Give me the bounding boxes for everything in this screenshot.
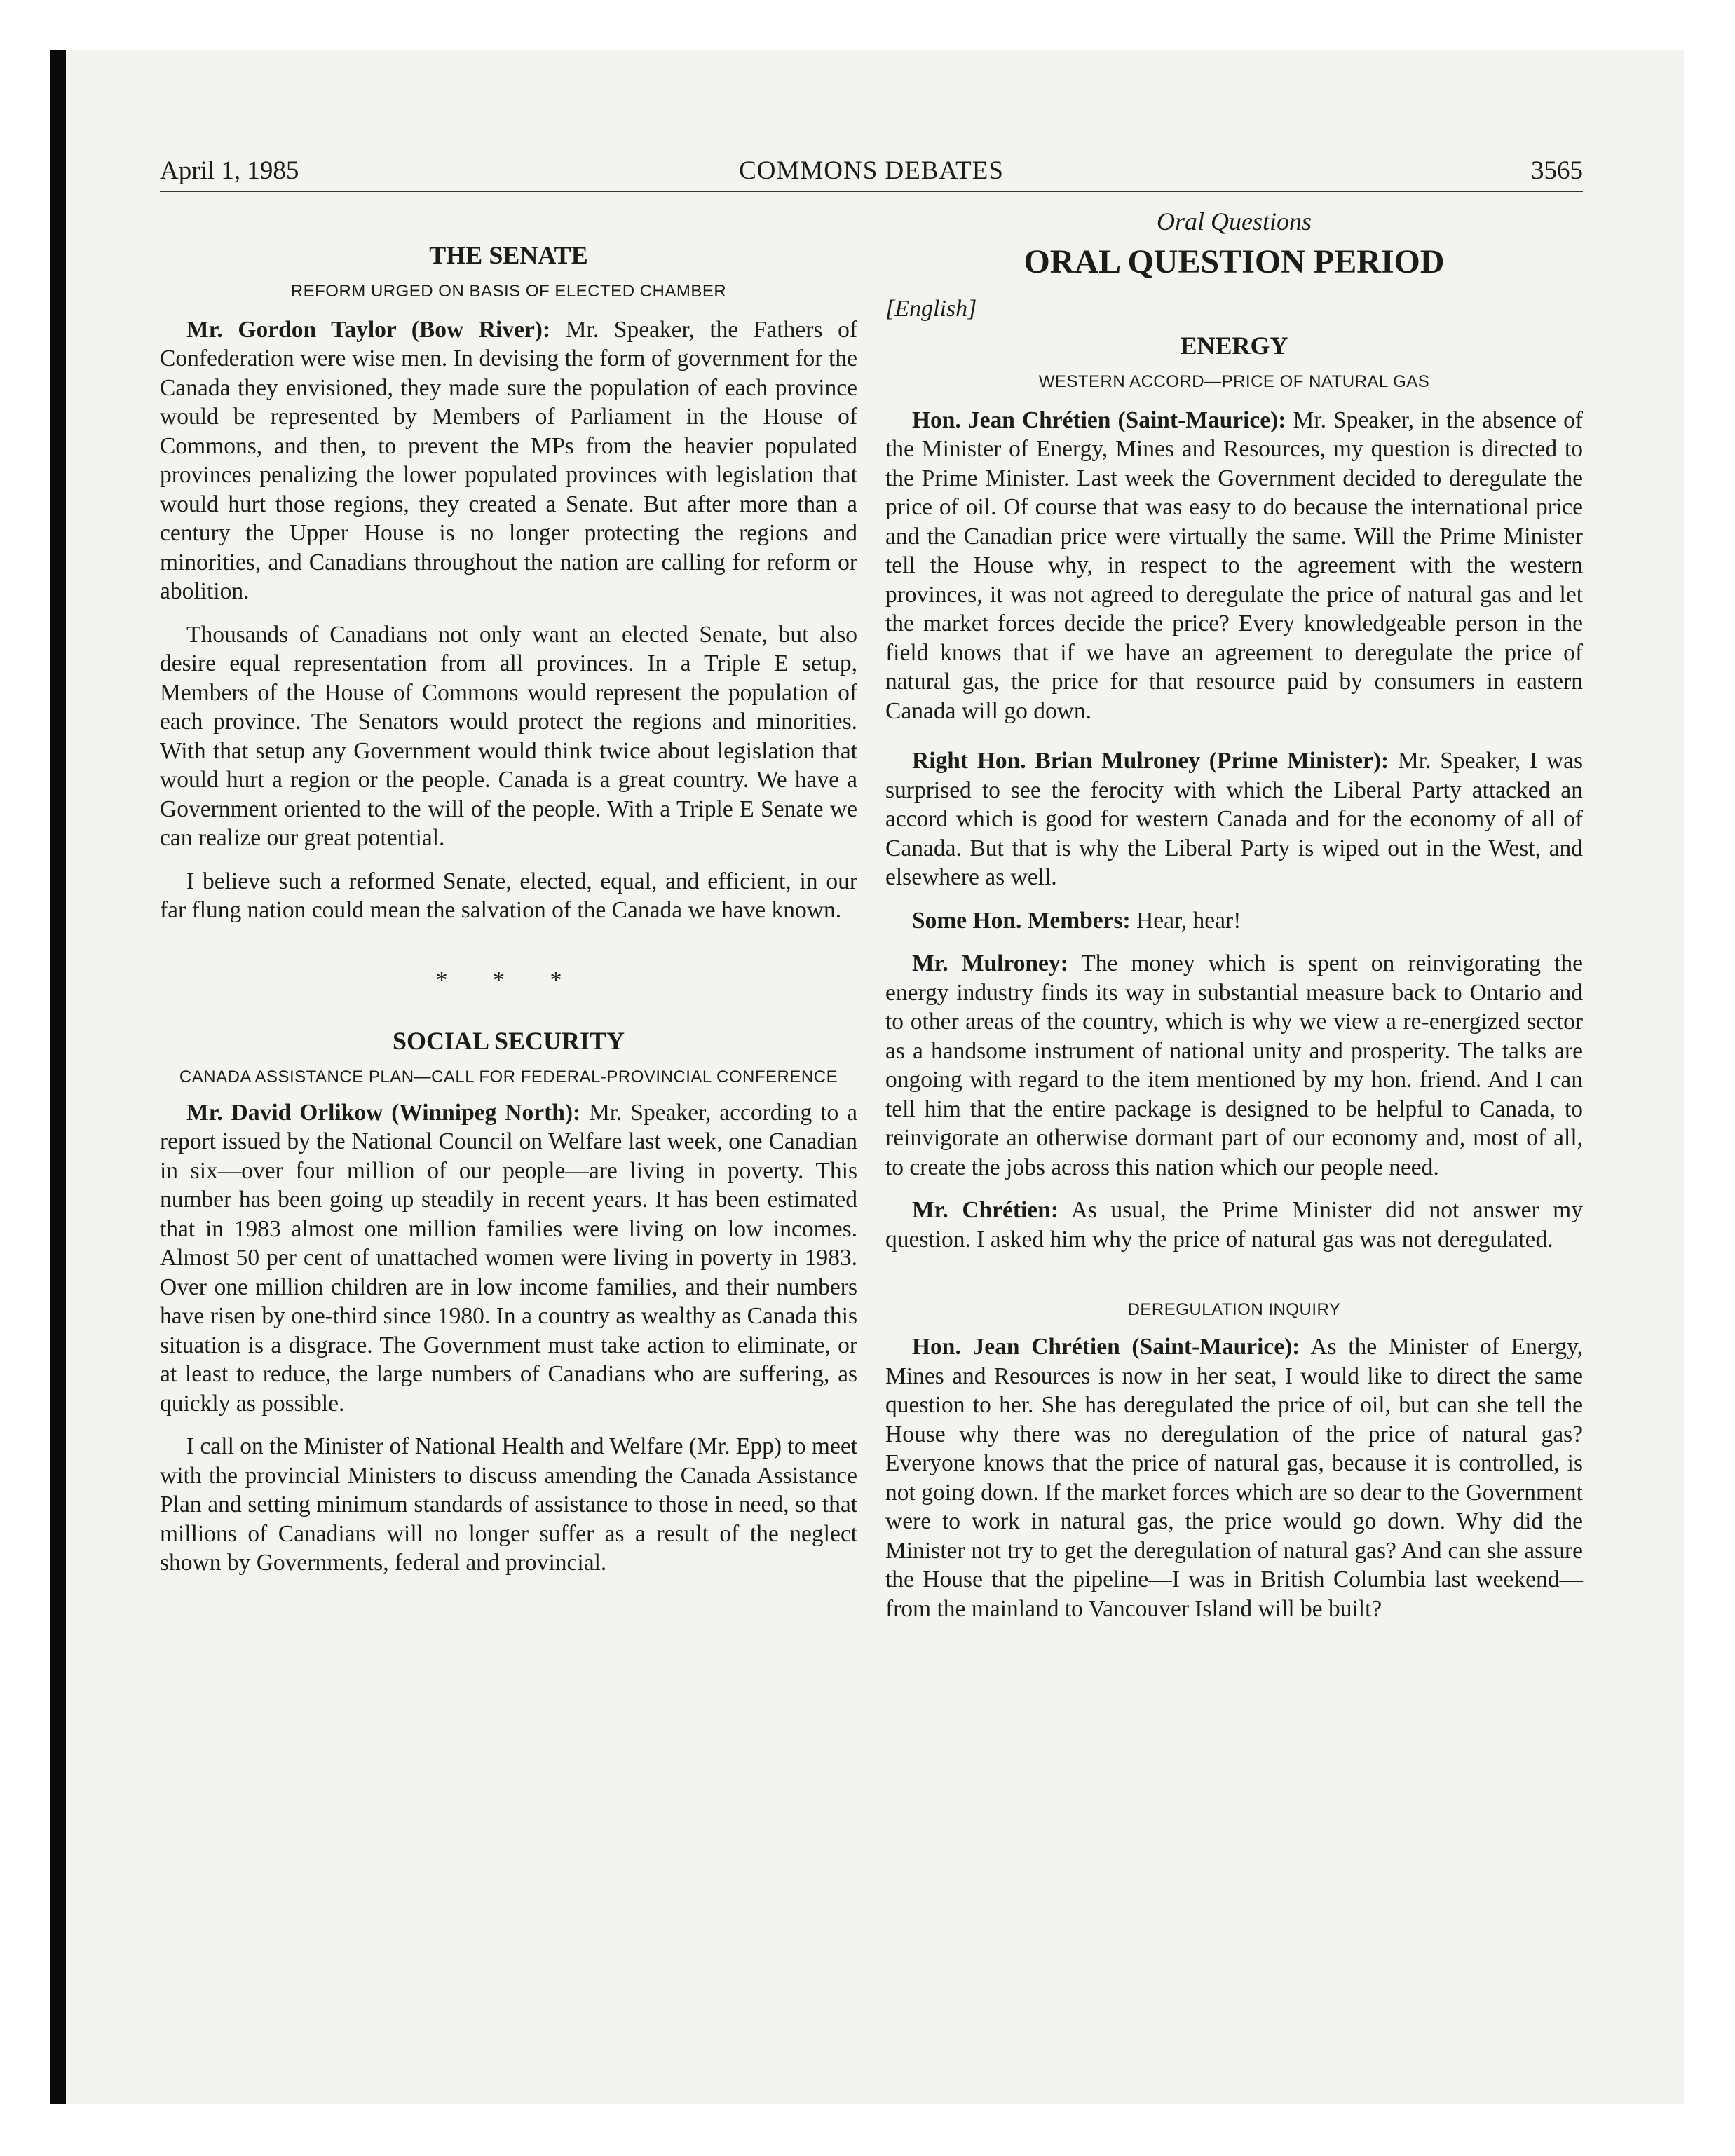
senate-title: THE SENATE <box>429 241 588 269</box>
senate-paragraph-3: I believe such a reformed Senate, elected, equal, and efficient, in our far flung nation could mean the salvation of the Canada we have known. <box>160 868 857 923</box>
deregulation-paragraph: Hon. Jean Chrétien (Saint-Maurice): As the Minister of Energy, Mines and Resources is now in her seat, I would like to direct the same question to her. She has deregulated the price of oil, but can she tell the House why there was no deregulation of the price of natural gas? Everyone knows that the price of natural gas, because it is controlled, is not going down. If the market forces which are so dear to the Government were to work in natural gas, the price would go down. Why did the Minister not try to get the deregulation of natural gas? And can she assure the House that the pipeline—I was in British Columbia last weekend—from the mainland to Vancouver Island will be built? <box>885 1334 1583 1622</box>
energy-title: ENERGY <box>1180 332 1288 360</box>
header-date: April 1, 1985 <box>160 156 299 185</box>
energy-paragraph-4: Mr. Mulroney: The money which is spent on reinvigorating the energy industry finds its way in substantial measure back to Ontario and to other areas of the country, which is why we view a re-energized sector as a handsome instrument of national unity and prosperity. The talks are ongoing with regard to the item mentioned by my hon. friend. And I can tell him that the entire package is designed to be helpful to Canada, to reinvigorate an otherwise dormant part of our economy and, most of all, to create the jobs across this nation which our people need. <box>885 950 1584 1180</box>
social-security-paragraph-2: I call on the Minister of National Health and Welfare (Mr. Epp) to meet with the provincial Ministers to discuss amending the Canada Assistance Plan and setting minimum standards of assistance to those in need, so that millions of Canadians will no longer suffer as a result of the neglect shown by Governments, federal and provincial. <box>160 1433 857 1576</box>
header-publication: COMMONS DEBATES <box>739 156 1004 185</box>
speaker-chretien: Hon. Jean Chrétien (Saint-Maurice): <box>912 407 1286 433</box>
speaker-mulroney: Right Hon. Brian Mulroney (Prime Minister): <box>912 748 1389 774</box>
header-page-number: 3565 <box>1531 156 1583 185</box>
page-header <box>160 156 1583 192</box>
left-column <box>160 207 857 1592</box>
scan-binding-edge <box>50 50 66 2104</box>
energy-paragraph-2: Right Hon. Brian Mulroney (Prime Minister): Mr. Speaker, I was surprised to see the ferocity with which the Liberal Party attacked an accord which is good for western Canada and for the economy of all of Canada. But that is why the Liberal Party is wiped out in the West, and elsewhere as well. <box>885 748 1584 890</box>
oral-question-period-title: ORAL QUESTION PERIOD <box>1023 243 1445 280</box>
right-column <box>885 207 1583 1637</box>
energy-paragraph-5: Mr. Chrétien: As usual, the Prime Minister did not answer my question. I asked him why the price of natural gas was not deregulated. <box>885 1197 1583 1253</box>
social-security-subtitle: CANADA ASSISTANCE PLAN—CALL FOR FEDERAL-PROVINCIAL CONFERENCE <box>179 1067 838 1086</box>
speaker-members: Some Hon. Members: <box>912 907 1131 934</box>
social-security-paragraph-1: Mr. David Orlikow (Winnipeg North): Mr. Speaker, according to a report issued by the National Council on Welfare last week, one Canadian in six—over four million of our people—are living in poverty. This number has been going up steadily in recent years. It has been estimated that in 1983 almost one million families were living on low incomes. Almost 50 per cent of unattached women were living in poverty in 1983. Over one million children are in low income families, and their numbers have risen by one-third since 1980. In a country as wealthy as Canada this situation is a disgrace. The Government must take action to eliminate, or at least to reduce, the large numbers of Canadians who are suffering, as quickly as possible. <box>160 1099 857 1417</box>
deregulation-subtitle: DEREGULATION INQUIRY <box>1127 1300 1341 1319</box>
social-security-title: SOCIAL SECURITY <box>392 1027 625 1055</box>
energy-paragraph-3: Some Hon. Members: Hear, hear! <box>912 907 1241 934</box>
speaker-mulroney-short: Mr. Mulroney: <box>912 950 1068 976</box>
energy-paragraph-1: Hon. Jean Chrétien (Saint-Maurice): Mr. Speaker, in the absence of the Minister of Energy, Mines and Resources, my question is directed to the Prime Minister. Last week the Government decided to deregulate the price of oil. Of course that was easy to do because the international price and the Canadian price were virtually the same. Will the Prime Minister tell the House why, in respect to the agreement with the western provinces, it was not agreed to deregulate the price of natural gas and let the market forces decide the price? Every knowledgeable person in the field knows that if we have an agreement to deregulate the price of natural gas, the price for that resource paid by consumers in eastern Canada will go down. <box>885 407 1583 724</box>
language-marker: [English] <box>885 295 977 322</box>
speaker-taylor: Mr. Gordon Taylor (Bow River): <box>186 316 551 343</box>
senate-paragraph-1: Mr. Gordon Taylor (Bow River): Mr. Speaker, the Fathers of Confederation were wise men. In devising the form of government for the Canada they envisioned, they made sure the population of each province would be represented by Members of Parliament in the House of Commons, and then, to prevent the MPs from the heavier populated provinces penalizing the lower populated provinces with legislation that would hurt those regions, they created a Senate. But after more than a century the Upper House is no longer protecting the regions and minorities, and Canadians throughout the nation are calling for reform or abolition. <box>160 316 857 604</box>
speaker-chretien-2: Hon. Jean Chrétien (Saint-Maurice): <box>912 1334 1300 1360</box>
section-separator: * * * <box>435 967 582 993</box>
speaker-chretien-short: Mr. Chrétien: <box>912 1197 1059 1223</box>
energy-subtitle: WESTERN ACCORD—PRICE OF NATURAL GAS <box>1038 371 1430 391</box>
senate-paragraph-2: Thousands of Canadians not only want an elected Senate, but also desire equal representation from all provinces. In a Triple E setup, Members of the House of Commons would represent the population of each province. The Senators would protect the regions and minorities. With that setup any Government would think twice about legislation that would hurt a region or the people. Canada is a great country. We have a Government oriented to the will of the people. With a Triple E Senate we can realize our great potential. <box>160 621 857 851</box>
senate-subtitle: REFORM URGED ON BASIS OF ELECTED CHAMBER <box>290 281 727 301</box>
speaker-orlikow: Mr. David Orlikow (Winnipeg North): <box>186 1099 581 1126</box>
section-label: Oral Questions <box>1156 207 1312 236</box>
